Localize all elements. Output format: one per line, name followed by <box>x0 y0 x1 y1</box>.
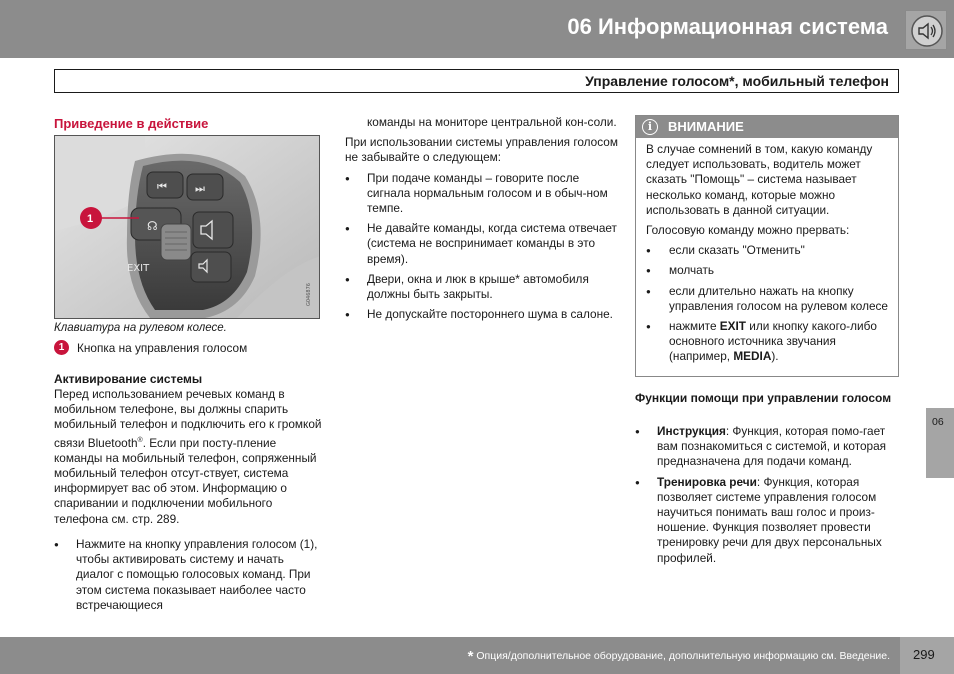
chapter-tab-label: 06 <box>932 416 944 428</box>
asterisk: * <box>467 648 474 665</box>
callout-text: Кнопка на управления голосом <box>77 340 248 355</box>
list-item: ● При подаче команды – говорите после сигнала нормальным голосом и в обыч-ном темпе. <box>345 171 620 217</box>
svg-text:☊: ☊ <box>147 219 158 233</box>
footer-bar <box>0 637 954 674</box>
continued-text: команды на мониторе центральной кон-соли. <box>367 115 617 129</box>
warning-header <box>636 116 898 138</box>
interrupt-list <box>646 243 888 364</box>
list-item <box>635 475 905 566</box>
warning-title: ВНИМАНИЕ <box>668 119 744 134</box>
exit-term: EXIT <box>719 319 747 334</box>
activation-paragraph <box>54 387 324 527</box>
list-item: ● если длительно нажать на кнопку управления голосом на рулевом колесе <box>646 284 888 314</box>
svg-text:⏮: ⏮ <box>157 180 167 193</box>
heading-activation: Приведение в действие <box>54 116 209 131</box>
info-icon: i <box>642 119 658 135</box>
text-run: или кнопку какого-либо основного источника звучания (например, <box>669 319 877 364</box>
speaker-icon <box>905 10 947 50</box>
header-bar <box>0 0 954 58</box>
voice-tips-list <box>345 171 620 323</box>
activation-steps <box>54 532 324 613</box>
text-run: ). <box>771 349 779 364</box>
steering-wheel-keypad-figure <box>54 135 320 319</box>
text-run: нажмите <box>669 319 720 334</box>
column-2 <box>345 115 620 322</box>
term: Тренировка речи <box>657 474 757 489</box>
list-item <box>646 319 888 365</box>
list-item <box>635 424 905 470</box>
page-number: 299 <box>913 647 935 662</box>
term-description: : Функция, которая помо-гает вам познакомиться с системой, и которая предназначена для подачи команд. <box>657 424 887 469</box>
activation-text-a: Перед использованием речевых команд в мобильном телефоне, вы должны спарить мобильный телефон и подключить его к громкой связи Bluetooth <box>54 387 322 450</box>
media-term: MEDIA <box>733 349 772 364</box>
footnote <box>468 648 890 665</box>
list-item: ● молчать <box>646 263 888 278</box>
warning-body <box>636 138 898 365</box>
list-item: ● Двери, окна и люк в крыше* автомобиля должны быть закрыты. <box>345 272 620 302</box>
heading-help-functions: Функции помощи при управлении голосом <box>635 391 892 405</box>
callout-number: 1 <box>54 340 69 355</box>
figure-callout-1: 1 <box>87 213 94 225</box>
term-description: : Функция, которая позволяет системе управления голосом научиться понимать ваш голос и произ-ношение. Функция позволяет провести тренировку речи для двух персональных профилей. <box>657 474 882 565</box>
heading-system-activation: Активирование системы <box>54 372 203 386</box>
page-number-box <box>900 637 954 674</box>
list-item: ● Нажмите на кнопку управления голосом (1), чтобы активировать систему и начать диалог с помощью голосовых команд. При этом система показывает наиболее часто встречающиеся <box>54 537 324 613</box>
warning-paragraph-2: Голосовую команду можно прервать: <box>646 223 850 238</box>
list-item: ● Не давайте команды, когда система отвечает (система не воспринимает команды в это время). <box>345 221 620 267</box>
list-item: ● если сказать "Отменить" <box>646 243 888 258</box>
activation-text-b: . Если при посту-пление команды на мобильный телефон, сопряженный мобильный телефон отсут-ствует, система информирует вас об этом. Информацию о спаривании и подключении мобильного телефона см. стр. 289. <box>54 435 317 526</box>
voice-intro: При использовании системы управления голосом не забывайте о следующем: <box>345 135 618 165</box>
warning-box <box>635 115 899 377</box>
figure-code: G046876 <box>306 283 312 306</box>
footnote-text: Опция/дополнительное оборудование, дополнительную информацию см. Введение. <box>473 650 890 662</box>
svg-text:⏭: ⏭ <box>195 182 205 195</box>
callout-legend <box>54 340 247 355</box>
help-functions-list <box>635 424 905 566</box>
exit-label: EXIT <box>127 263 150 274</box>
section-title-box <box>54 69 899 93</box>
figure-caption: Клавиатура на рулевом колесе. <box>54 322 227 334</box>
registered-mark: ® <box>137 436 143 444</box>
chapter-title: 06 Информационная система <box>567 14 888 39</box>
warning-paragraph: В случае сомнений в том, какую команду следует использовать, водитель может сказать "Помощь" – система называет несколько команд, которые можно использовать в данной ситуации. <box>646 142 873 217</box>
section-title: Управление голосом*, мобильный телефон <box>585 73 889 89</box>
chapter-tab <box>926 408 954 478</box>
term: Инструкция <box>657 424 726 438</box>
list-item: ● Не допускайте постороннего шума в салоне. <box>345 307 620 322</box>
